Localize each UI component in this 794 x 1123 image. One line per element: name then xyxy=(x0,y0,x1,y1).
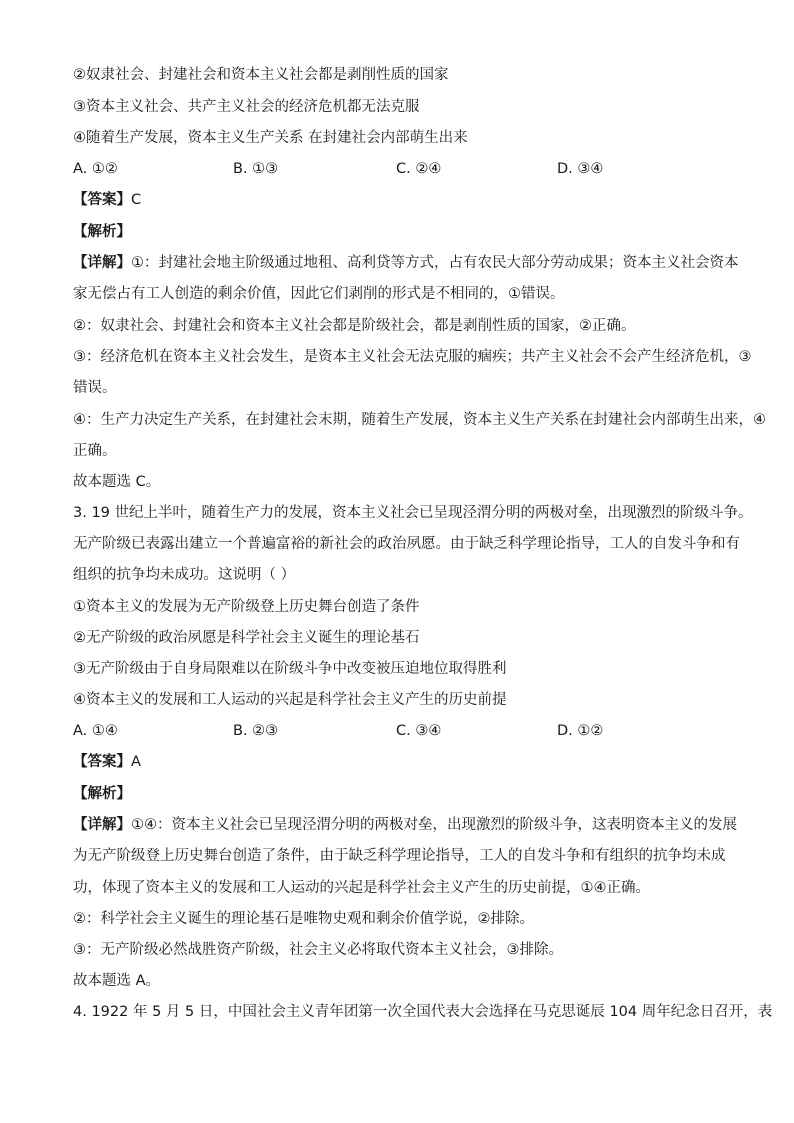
conclusion: 故本题选 C。 xyxy=(73,474,161,490)
detail-text: ②：科学社会主义诞生的理论基石是唯物史观和剩余价值学说，②排除。 xyxy=(73,911,534,927)
detail-tag: 【详解】 xyxy=(73,255,131,271)
answer-tag: 【答案】 xyxy=(73,192,131,208)
statement-1: ①资本主义的发展为无产阶级登上历史舞台创造了条件 xyxy=(73,599,420,615)
detail-line xyxy=(73,253,739,273)
statement-4: ④资本主义的发展和工人运动的兴起是科学社会主义产生的历史前提 xyxy=(73,692,507,708)
detail-text: ①：封建社会地主阶级通过地租、高利贷等方式，占有农民大部分劳动成果；资本主义社会资本 xyxy=(131,255,739,271)
detail-tag: 【详解】 xyxy=(73,817,131,833)
statement-4: ④随着生产发展，资本主义生产关系 在封建社会内部萌生出来 xyxy=(73,130,468,146)
detail-text: ③：无产阶级必然战胜资产阶级，社会主义必将取代资本主义社会，③排除。 xyxy=(73,942,563,958)
detail-text: ②：奴隶社会、封建社会和资本主义社会都是阶级社会，都是剥削性质的国家，②正确。 xyxy=(73,318,636,334)
detail-text: ①④：资本主义社会已呈现泾渭分明的两极对垒，出现激烈的阶级斗争，这表明资本主义的发展 xyxy=(131,817,737,833)
detail-text: 错误。 xyxy=(73,380,117,396)
answer-line xyxy=(73,190,141,210)
option-c: C. ③④ xyxy=(396,723,442,739)
option-b: B. ②③ xyxy=(233,723,279,739)
option-a: A. ①② xyxy=(73,161,118,177)
analysis-tag: 【解析】 xyxy=(73,224,131,240)
answer-value: C xyxy=(131,192,142,208)
detail-line xyxy=(73,815,737,835)
analysis-heading xyxy=(73,222,131,242)
statement-3: ③无产阶级由于自身局限难以在阶级斗争中改变被压迫地位取得胜利 xyxy=(73,661,507,677)
detail-text: 为无产阶级登上历史舞台创造了条件，由于缺乏科学理论指导，工人的自发斗争和有组织的抗争均未成 xyxy=(73,848,726,864)
conclusion: 故本题选 A。 xyxy=(73,973,161,989)
question-3-stem: 组织的抗争均未成功。这说明（ ） xyxy=(73,567,296,583)
option-a: A. ①④ xyxy=(73,723,118,739)
detail-text: 正确。 xyxy=(73,443,117,459)
detail-text: 功，体现了资本主义的发展和工人运动的兴起是科学社会主义产生的历史前提，①④正确。 xyxy=(73,880,650,896)
option-d: D. ①② xyxy=(557,723,604,739)
analysis-heading xyxy=(73,784,131,804)
answer-tag: 【答案】 xyxy=(73,754,131,770)
detail-text: ④：生产力决定生产关系，在封建社会末期，随着生产发展，资本主义生产关系在封建社会内部萌生出来，④ xyxy=(73,412,766,428)
option-b: B. ①③ xyxy=(233,161,279,177)
analysis-tag: 【解析】 xyxy=(73,786,131,802)
question-3-stem: 3. 19 世纪上半叶，随着生产力的发展，资本主义社会已呈现泾渭分明的两极对垒，出现激烈的阶级斗争。 xyxy=(73,505,753,521)
detail-text: ③：经济危机在资本主义社会发生，是资本主义社会无法克服的痼疾；共产主义社会不会产生经济危机，③ xyxy=(73,349,752,365)
statement-2: ②无产阶级的政治夙愿是科学社会主义诞生的理论基石 xyxy=(73,630,420,646)
option-d: D. ③④ xyxy=(557,161,604,177)
question-4-stem: 4. 1922 年 5 月 5 日，中国社会主义青年团第一次全国代表大会选择在马克思诞辰 104 周年纪念日召开，表 xyxy=(73,1004,773,1020)
answer-value: A xyxy=(131,754,141,770)
detail-text: 家无偿占有工人创造的剩余价值，因此它们剥削的形式是不相同的，①错误。 xyxy=(73,286,565,302)
option-c: C. ②④ xyxy=(396,161,442,177)
answer-line xyxy=(73,752,141,772)
question-3-stem: 无产阶级已表露出建立一个普遍富裕的新社会的政治夙愿。由于缺乏科学理论指导，工人的自发斗争和有 xyxy=(73,536,740,552)
statement-3: ③资本主义社会、共产主义社会的经济危机都无法克服 xyxy=(73,99,420,115)
statement-2: ②奴隶社会、封建社会和资本主义社会都是剥削性质的国家 xyxy=(73,67,449,83)
